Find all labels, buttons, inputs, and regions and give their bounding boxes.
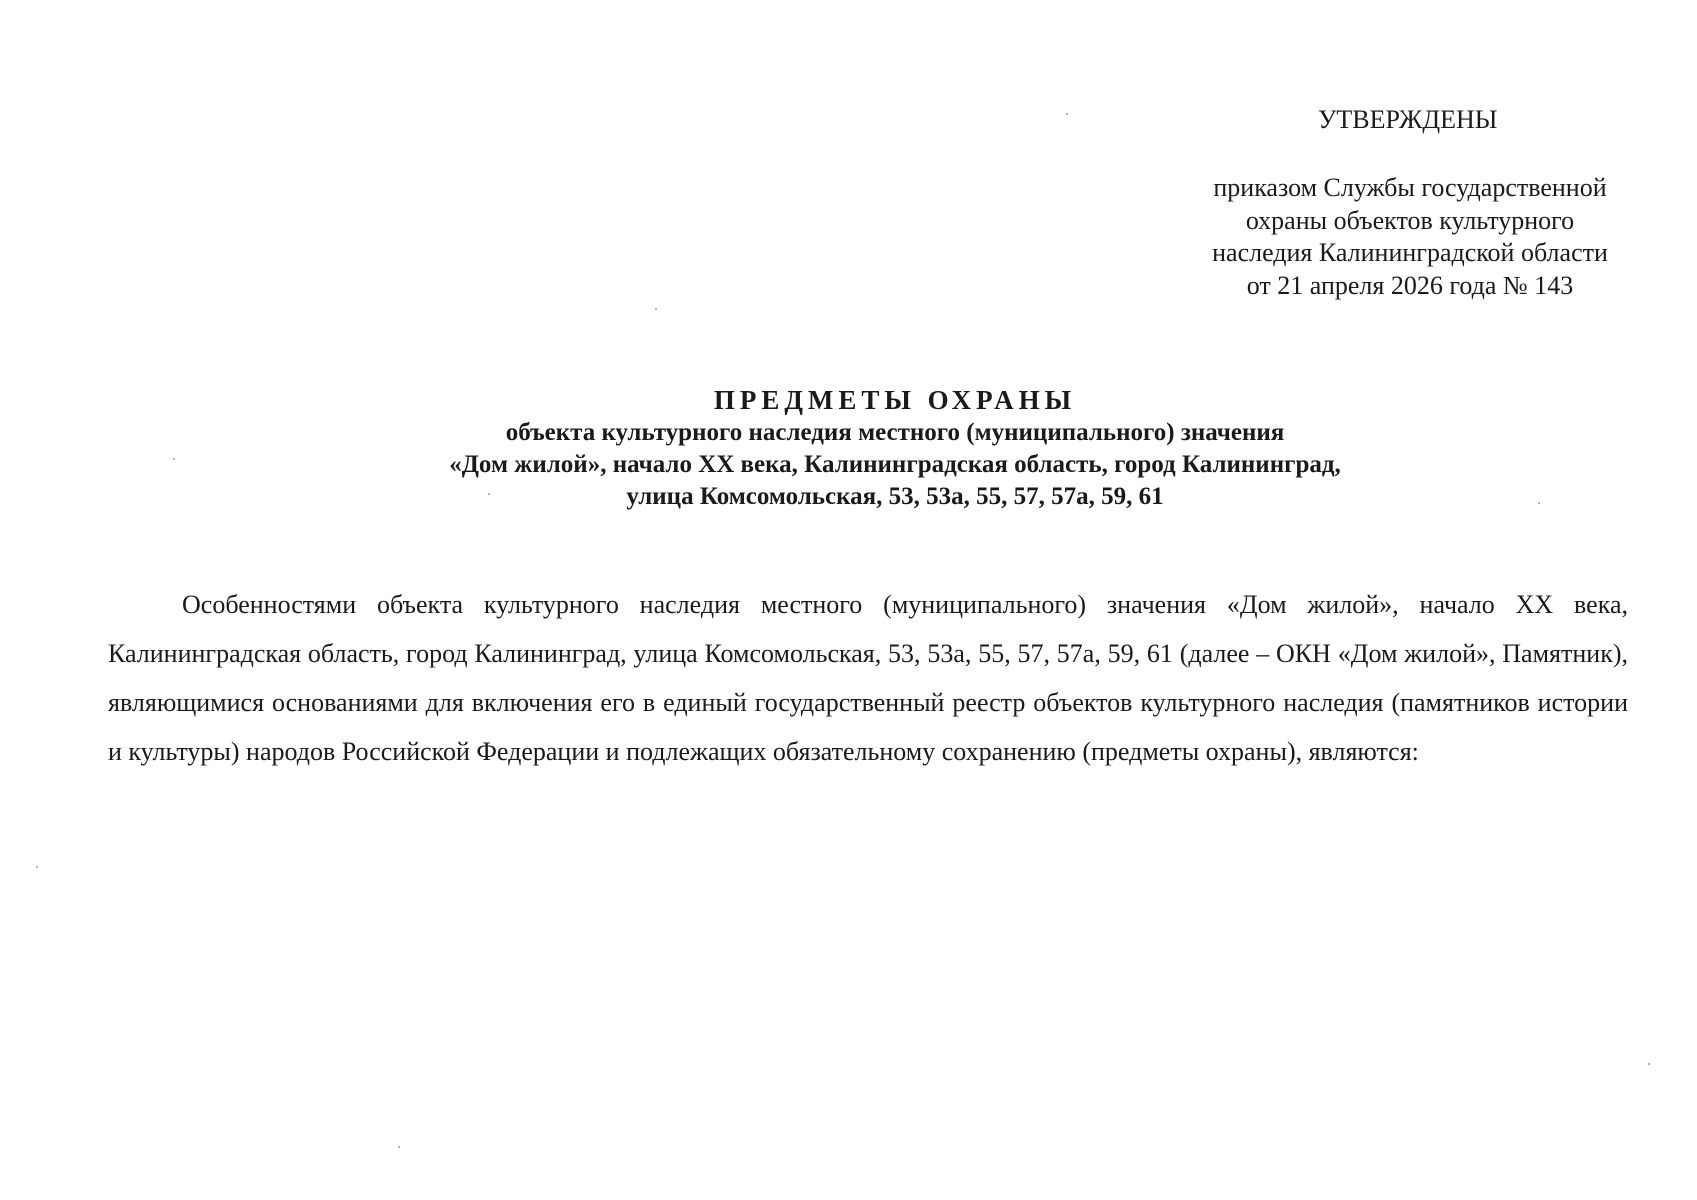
scan-speck bbox=[36, 866, 38, 868]
title-line: объекта культурного наследия местного (муниципального) значения bbox=[505, 419, 1285, 446]
approval-block bbox=[1180, 172, 1640, 302]
approval-line: наследия Калининградской области bbox=[1212, 238, 1608, 267]
scan-speck bbox=[1066, 113, 1068, 115]
scan-speck bbox=[1538, 502, 1540, 504]
document-title bbox=[0, 383, 1697, 513]
scan-speck bbox=[173, 458, 175, 460]
scan-speck bbox=[488, 493, 490, 495]
scan-speck bbox=[655, 308, 657, 310]
title-line: «Дом жилой», начало XX века, Калининградская область, город Калининград, bbox=[449, 451, 1341, 478]
body-paragraph: Особенностями объекта культурного наследия местного (муниципального) значения «Дом жилой», начало XX века, Калининградская область, город Калининград, улица Комсомольская, 53, 53а, 55, 57, 57а, 59, 61 (далее – ОКН «Дом жилой», Памятник), являющимися основаниями для включения его в единый государственный реестр объектов культурного наследия (памятников истории и культуры) народов Российской Федерации и подлежащих обязательному сохранению (предметы охраны), являются: bbox=[108, 590, 1628, 766]
title-line: улица Комсомольская, 53, 53а, 55, 57, 57а, 59, 61 bbox=[626, 483, 1164, 510]
approval-heading: УТВЕРЖДЕНЫ bbox=[1318, 105, 1498, 134]
approval-line: от 21 апреля 2026 года № 143 bbox=[1246, 270, 1574, 300]
scan-speck bbox=[398, 1146, 400, 1148]
approval-line: приказом Службы государственной bbox=[1213, 173, 1607, 202]
approval-line: охраны объектов культурного bbox=[1245, 205, 1575, 235]
scan-speck bbox=[1648, 1063, 1650, 1065]
title-main: ПРЕДМЕТЫ ОХРАНЫ bbox=[713, 385, 1077, 415]
